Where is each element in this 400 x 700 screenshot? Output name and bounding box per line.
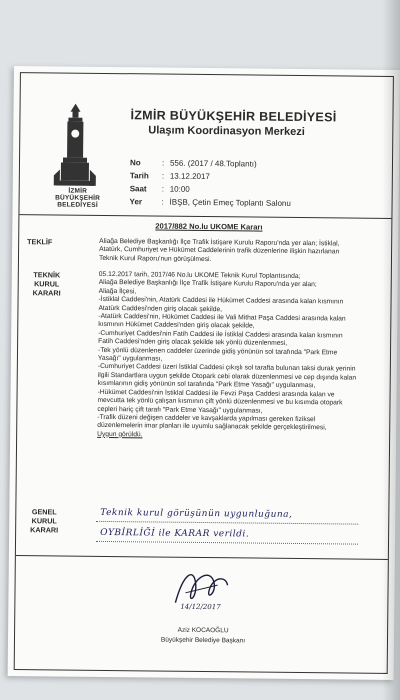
unit-name: Ulaşım Koordinasyon Merkezi — [148, 124, 305, 139]
document-frame — [14, 72, 394, 674]
no-label: No — [129, 158, 141, 168]
section-divider — [16, 555, 388, 560]
colon: : — [161, 158, 165, 168]
signature-date: 14/12/2017 — [180, 602, 221, 612]
decision-title: 2017/882 No.lu UKOME Kararı — [155, 221, 263, 232]
teknik-line: 05.12.2017 tarih, 2017/46 No.lu UKOME Teknik Kurul Toplantısında; — [98, 270, 301, 281]
teknik-line: -Atatürk Caddesi'nin, Hükümet Caddesi ile Vali Mithat Paşa Caddesi arasında kalan kısmının Hükümet Caddesi'nden giriş olacak şekilde, — [98, 312, 346, 330]
meta-time-value: 10:00 — [169, 184, 190, 194]
teknik-line: -Tek yönlü düzenlenen caddeler üzerinde gidiş yönünün sol tarafında "Park Etme Yasağı" uygulanması, — [97, 346, 338, 363]
genel-kurul-label: GENEL KURUL KARARI — [30, 507, 59, 535]
teknik-line: -Hükümet Caddesi'nin İstiklal Caddesi ile Fevzi Paşa Caddesi arasında kalan ve mevcutta tek yönlü çalışan kısmının çift yönlü düzenlenmesi ve bu kısımda otopark cepleri hariç çift tarafı "Park Etme Yasağı" uygulanması, — [97, 388, 343, 415]
handwritten-line-2: OYBİRLİĞİ ile KARAR verildi. — [100, 527, 250, 540]
meta-date-value: 13.12.2017 — [169, 171, 210, 182]
colon: : — [161, 184, 165, 194]
teknik-kurul-label: TEKNİK KURUL KARARI — [32, 270, 61, 298]
page-edge-shadow — [382, 0, 400, 700]
teknik-line: Aliağa İlçesi, — [98, 287, 137, 296]
date-label: Tarih — [129, 171, 149, 181]
logo-text: İZMİR BÜYÜKŞEHİR BELEDİYESİ — [55, 187, 101, 209]
time-label: Saat — [129, 184, 147, 194]
handwritten-line-1: Teknik kurul görüşünün uygunluğuna, — [100, 507, 293, 520]
document-page — [8, 66, 400, 680]
teknik-line: -Cumhuriyet Caddesi üzeri İstiklal Caddesi çıkışlı sol tarafta bulunan taksi durak yerinin ilgili Standartlara uygun şekilde Otopark cebi olarak düzenlenmesi ve cep dışında kalan kısımlarının gidiş yönünün sol tarafında "Park Etme Yasağı" uygulanması, — [97, 363, 357, 390]
colon: : — [161, 171, 165, 181]
colon: : — [161, 197, 164, 207]
signer-name: Aziz KOCAOĞLU — [177, 626, 229, 635]
meta-place-value: İBŞB, Çetin Emeç Toplantı Salonu — [169, 197, 291, 208]
teklif-label: TEKLİF — [27, 237, 53, 247]
header-divider — [19, 214, 391, 219]
institution-name: İZMİR BÜYÜKŞEHİR BELEDİYESİ — [130, 108, 337, 125]
place-label: Yer — [129, 197, 143, 207]
meta-no-value: 556. (2017 / 48.Toplantı) — [169, 158, 257, 169]
teknik-line: -Cumhuriyet Caddesi'nin Fatih Caddesi ile İstiklal Caddesi arasında kalan kısmının Fatih Caddesi'nden giriş olacak şekilde tek yönlü düzenlenmesi, — [98, 329, 343, 348]
teknik-kurul-text — [97, 271, 359, 442]
teknik-line: -Trafik düzeni değişen caddeler ve kavşaklarda yapılması gereken fiziksel düzenlemelerin imar planları ile uyumlu sağlanacak şekilde gerçekleştirilmesi, — [97, 413, 327, 432]
teknik-line: Aliağa Belediye Başkanlığı İlçe Trafik İstişare Kurulu Raporu'nda yer alan; — [98, 279, 317, 289]
signer-title: Büyükşehir Belediye Başkanı — [160, 636, 246, 645]
teklif-text: Aliağa Belediye Başkanlığı İlçe Trafik İstişare Kurulu Raporu'nda yer alan; İstiklal, Atatürk, Cumhuriyet ve Hükümet Caddelerinin trafik düzenlerine ilişkin hazırlanan Teknik Kurul Raporu'nun görüşülmesi. — [98, 237, 340, 263]
teknik-line: -İstiklal Caddesi'nin, Atatürk Caddesi ile Hükümet Caddesi arasında kalan kısmının Atatürk Caddesi'nden giriş olacak şekilde, — [98, 296, 344, 313]
dotted-line — [96, 541, 358, 545]
dotted-line — [96, 521, 358, 525]
teknik-line: Uygun görüldü. — [97, 430, 143, 439]
